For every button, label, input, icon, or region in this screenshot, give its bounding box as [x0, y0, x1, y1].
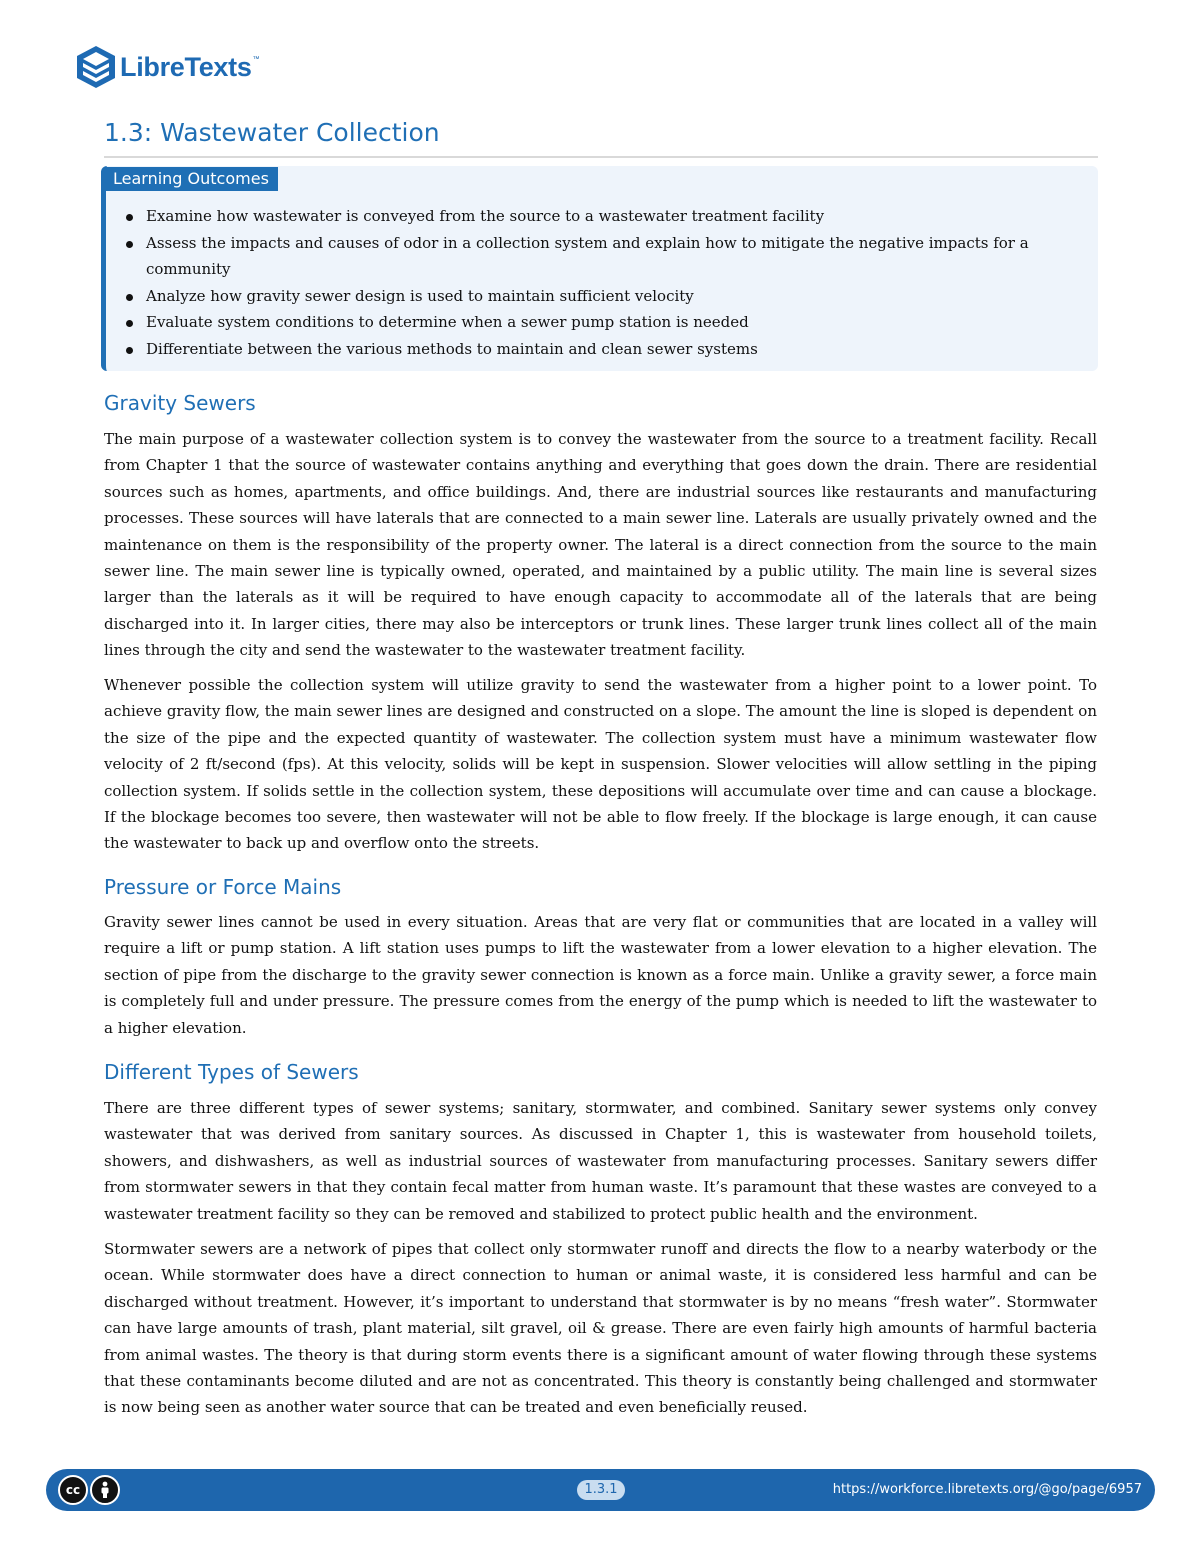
learning-outcome-item: Assess the impacts and causes of odor in a collection system and explain how to mitigate the negative impacts for a community: [124, 230, 1054, 283]
logo-text: LibreTexts: [120, 51, 252, 82]
person-icon: [98, 1481, 112, 1499]
by-icon: [90, 1475, 120, 1505]
learning-outcome-item: Analyze how gravity sewer design is used to maintain sufficient velocity: [124, 283, 1054, 310]
paragraph: Gravity sewer lines cannot be used in every situation. Areas that are very flat or communities that are located in a valley will require a lift or pump station. A lift station uses pumps to lift the wastewater from a lower elevation to a higher elevation. The section of pipe from the discharge to the gravity sewer connection is known as a force main. Unlike a gravity sewer, a force main is completely full and under pressure. The pressure comes from the energy of the pump which is needed to lift the wastewater to a higher elevation.: [104, 913, 1097, 1037]
page-url-link[interactable]: https://workforce.libretexts.org/@go/page/6957: [832, 1482, 1142, 1497]
learning-outcome-item: Examine how wastewater is conveyed from the source to a wastewater treatment facility: [124, 203, 1054, 230]
section-heading-sewer-types: Different Types of Sewers: [104, 1060, 359, 1084]
logo-trademark: ™: [252, 56, 260, 63]
paragraph: The main purpose of a wastewater collection system is to convey the wastewater from the source to a treatment facility. Recall from Chapter 1 that the source of wastewater contains anything and everything that goes down the drain. There are residential sources such as homes, apartments, and office buildings. And, there are industrial sources like restaurants and manufacturing processes. These sources will have laterals that are connected to a main sewer line. Laterals are usually privately owned and the maintenance on them is the responsibility of the property owner. The lateral is a direct connection from the source to the main sewer line. The main sewer line is typically owned, operated, and maintained by a public utility. The main line is several sizes larger than the laterals as it will be required to have enough capacity to accommodate all of the laterals that are being discharged into it. In larger cities, there may also be interceptors or trunk lines. These larger trunk lines collect all of the main lines through the city and send the wastewater to the wastewater treatment facility.: [104, 430, 1097, 660]
license-badge[interactable]: [58, 1475, 120, 1505]
title-divider: [104, 156, 1098, 158]
learning-outcomes-label: Learning Outcomes: [104, 167, 278, 191]
learning-outcome-item: Differentiate between the various methods to maintain and clean sewer systems: [124, 336, 1054, 363]
paragraph: Whenever possible the collection system will utilize gravity to send the wastewater from a higher point to a lower point. To achieve gravity flow, the main sewer lines are designed and constructed on a slope. The amount the line is sloped is dependent on the size of the pipe and the expected quantity of wastewater. The collection system must have a minimum wastewater flow velocity of 2 ft/second (fps). At this velocity, solids will be kept in suspension. Slower velocities will allow settling in the piping collection system. If solids settle in the collection system, these depositions will accumulate over time and can cause a blockage. If the blockage becomes too severe, then wastewater will not be able to flow freely. If the blockage is large enough, it can cause the wastewater to back up and overflow onto the streets.: [104, 676, 1097, 853]
libretexts-logo-icon: [74, 44, 118, 90]
section-heading-gravity-sewers: Gravity Sewers: [104, 391, 256, 415]
section-heading-force-mains: Pressure or Force Mains: [104, 875, 342, 899]
learning-outcome-item: Evaluate system conditions to determine when a sewer pump station is needed: [124, 309, 1054, 336]
page-title: 1.3: Wastewater Collection: [104, 118, 440, 147]
page-number: 1.3.1: [577, 1480, 625, 1500]
cc-icon: cc: [58, 1475, 88, 1505]
libretexts-logo[interactable]: [74, 42, 260, 92]
learning-outcomes-list: [124, 203, 1054, 362]
paragraph: Stormwater sewers are a network of pipes that collect only stormwater runoff and directs the flow to a nearby waterbody or the ocean. While stormwater does have a direct connection to human or animal waste, it is considered less harmful and can be discharged without treatment. However, it’s important to understand that stormwater is by no means “fresh water”. Stormwater can have large amounts of trash, plant material, silt gravel, oil & grease. There are even fairly high amounts of harmful bacteria from animal wastes. The theory is that during storm events there is a significant amount of water flowing through these systems that these contaminants become diluted and are not as concentrated. This theory is constantly being challenged and stormwater is now being seen as another water source that can be treated and even beneficially reused.: [104, 1240, 1097, 1417]
paragraph: There are three different types of sewer systems; sanitary, stormwater, and combined. Sanitary sewer systems only convey wastewater that was derived from sanitary sources. As discussed in Chapter 1, this is wastewater from household toilets, showers, and dishwashers, as well as industrial sources of wastewater from manufacturing processes. Sanitary sewers differ from stormwater sewers in that they contain fecal matter from human waste. It’s paramount that these wastes are conveyed to a wastewater treatment facility so they can be removed and stabilized to protect public health and the environment.: [104, 1099, 1097, 1223]
